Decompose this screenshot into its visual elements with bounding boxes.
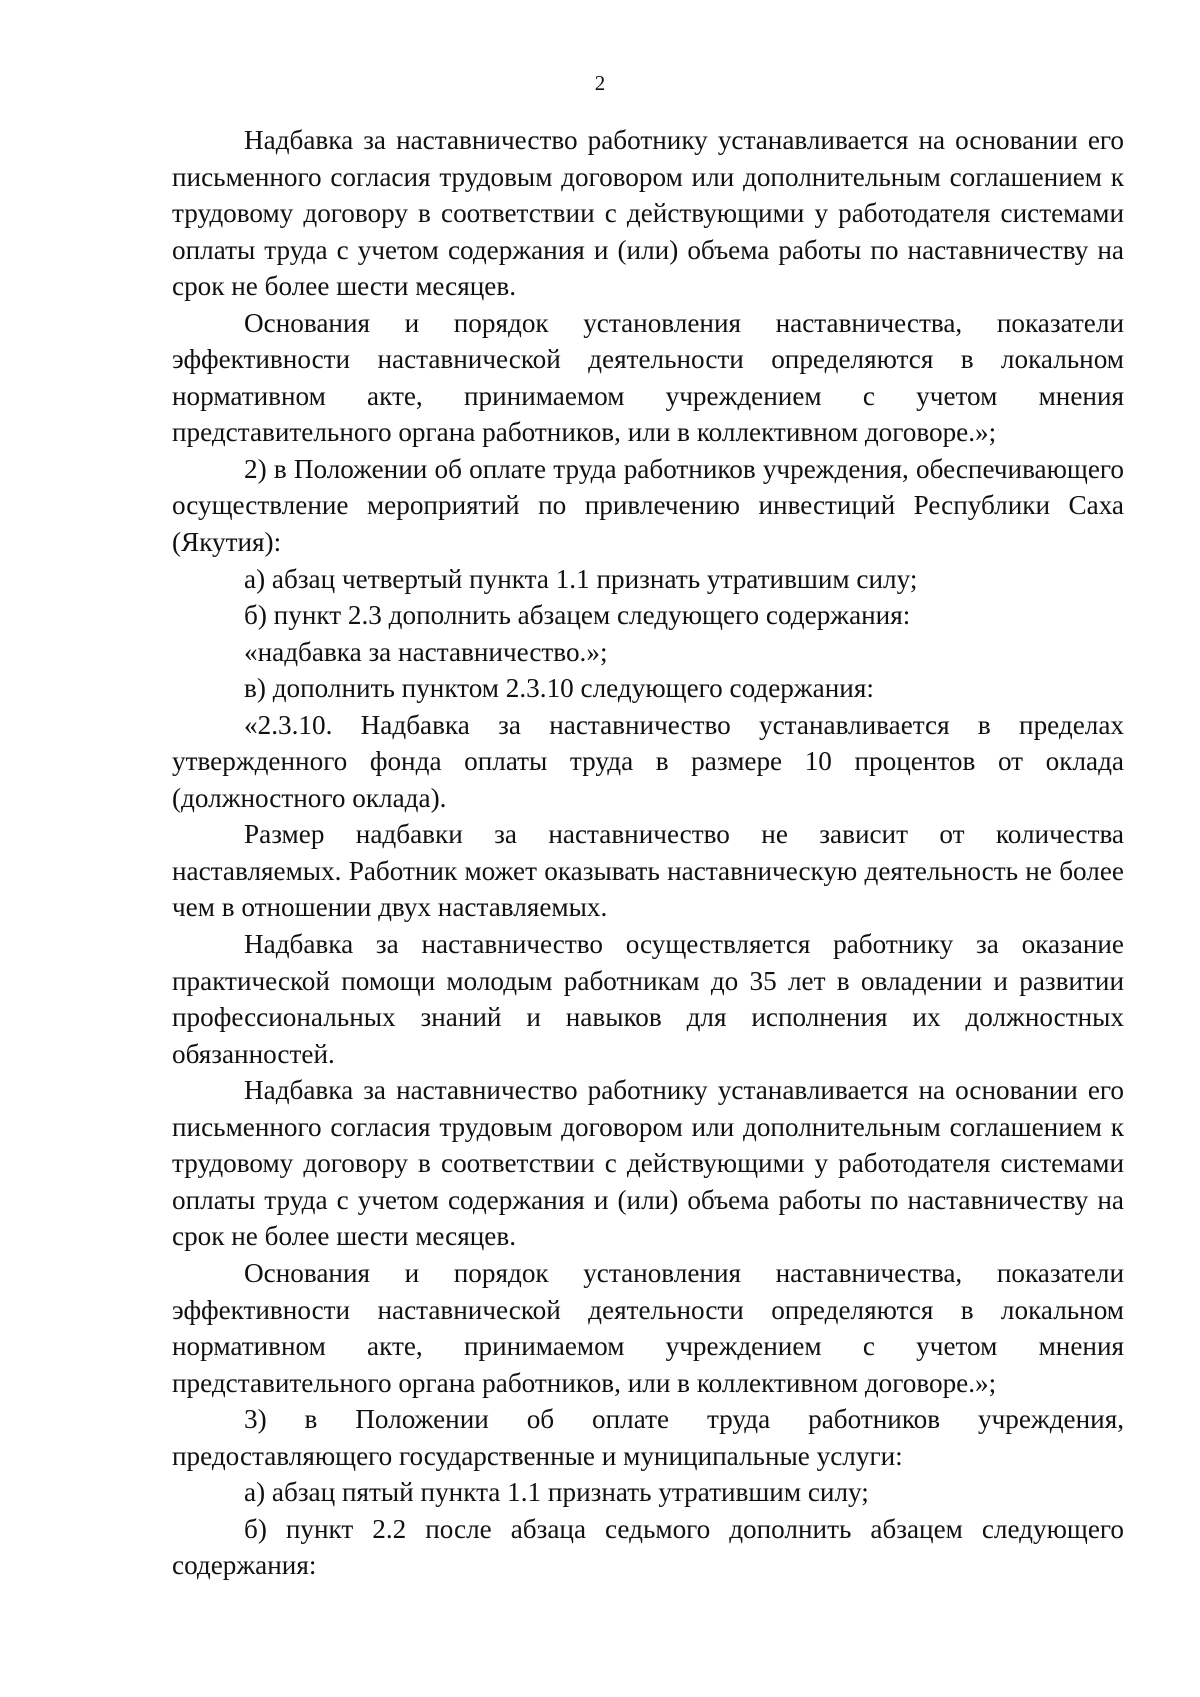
page-number: 2 (594, 71, 606, 95)
paragraph-item-2: 2) в Положении об оплате труда работников учреждения, обеспечивающего осуществление мероприятий по привлечению инвестиций Республики Саха (Якутия): (172, 453, 1124, 558)
paragraph-quote-bonus: «надбавка за наставничество.»; (244, 636, 608, 667)
paragraph-item-2a: а) абзац четвертый пункта 1.1 признать утратившим силу; (244, 563, 918, 594)
paragraph-bonus-basis-repeat: Надбавка за наставничество работнику устанавливается на основании его письменного согласия трудовым договором или дополнительным соглашением к трудовому договору в соответствии с действующими у работодателя системами оплаты труда с учетом содержания и (или) объема работы по наставничеству на срок не более шести месяцев. (172, 1075, 1124, 1252)
paragraph-item-3a: а) абзац пятый пункта 1.1 признать утратившим силу; (244, 1477, 869, 1508)
paragraph-bonus-size: Размер надбавки за наставничество не зависит от количества наставляемых. Работник может оказывать наставническую деятельность не более чем в отношении двух наставляемых. (172, 819, 1124, 923)
paragraph-clause-2-3-10: «2.3.10. Надбавка за наставничество устанавливается в пределах утвержденного фонда оплаты труда в размере 10 процентов от оклада (должностного оклада). (172, 709, 1124, 813)
paragraph-bonus-basis: Надбавка за наставничество работнику устанавливается на основании его письменного согласия трудовым договором или дополнительным соглашением к трудовому договору в соответствии с действующими у работодателя системами оплаты труда с учетом содержания и (или) объема работы по наставничеству на срок не более шести месяцев. (172, 125, 1124, 302)
paragraph-item-3: 3) в Положении об оплате труда работников учреждения, предоставляющего государственные и муниципальные услуги: (172, 1404, 1124, 1471)
paragraph-item-2b: б) пункт 2.3 дополнить абзацем следующего содержания: (244, 600, 911, 631)
paragraph-bonus-purpose: Надбавка за наставничество осуществляется работнику за оказание практической помощи молодым работникам до 35 лет в овладении и развитии профессиональных знаний и навыков для исполнения их должностных обязанностей. (172, 929, 1124, 1069)
paragraph-mentoring-procedure-repeat: Основания и порядок установления наставничества, показатели эффективности наставнической деятельности определяются в локальном нормативном акте, принимаемом учреждением с учетом мнения представительного органа работников, или в коллективном договоре.»; (172, 1257, 1124, 1398)
paragraph-item-3b: б) пункт 2.2 после абзаца седьмого дополнить абзацем следующего содержания: (172, 1513, 1124, 1581)
document-body (172, 122, 1124, 1584)
paragraph-mentoring-procedure: Основания и порядок установления наставничества, показатели эффективности наставнической деятельности определяются в локальном нормативном акте, принимаемом учреждением с учетом мнения представительного органа работников, или в коллективном договоре.»; (172, 307, 1124, 448)
paragraph-item-2v: в) дополнить пунктом 2.3.10 следующего содержания: (244, 673, 874, 704)
